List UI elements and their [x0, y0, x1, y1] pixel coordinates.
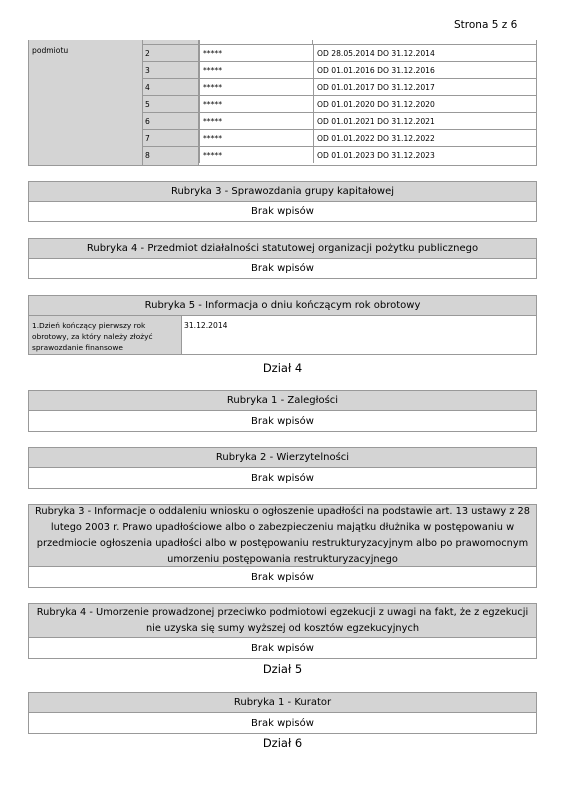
table-row	[143, 45, 536, 62]
row-number: 4	[145, 83, 150, 92]
division-heading: Dział 5	[262, 662, 303, 676]
section-body: Brak wpisów	[29, 468, 536, 488]
row-number: 2	[145, 49, 150, 58]
section-dzial5-rubryka-1	[28, 692, 537, 734]
section-title: Rubryka 1 - Kurator	[29, 693, 536, 713]
row-period: OD 01.01.2017 DO 31.12.2017	[313, 79, 536, 95]
row-period: OD 01.01.2022 DO 31.12.2022	[313, 130, 536, 146]
section-rubryka-3	[28, 181, 537, 222]
section-body: Brak wpisów	[29, 259, 536, 278]
row-number: 5	[145, 100, 150, 109]
section-title: Rubryka 1 - Zaległości	[29, 391, 536, 411]
section-title: Rubryka 5 - Informacja o dniu kończącym rok obrotowy	[29, 296, 536, 316]
section-dzial4-rubryka-1	[28, 390, 537, 432]
row-number: 3	[145, 66, 150, 75]
row-value: *****	[199, 79, 312, 95]
row-period: OD 01.01.2020 DO 31.12.2020	[313, 96, 536, 112]
table-row	[143, 96, 536, 113]
row-period: OD 01.01.2016 DO 31.12.2016	[313, 62, 536, 78]
section-body	[29, 316, 536, 354]
division-heading: Dział 4	[262, 361, 303, 375]
field-label: 1.Dzień kończący pierwszy rok obrotowy, za który należy złożyć sprawozdanie finansowe	[29, 316, 182, 354]
section-body: Brak wpisów	[29, 411, 536, 431]
section-title: Rubryka 3 - Sprawozdania grupy kapitałowej	[29, 182, 536, 202]
section-dzial4-rubryka-2	[28, 447, 537, 489]
row-value: *****	[199, 62, 312, 78]
section-body: Brak wpisów	[29, 713, 536, 733]
entity-label-cell	[29, 40, 143, 165]
table-row	[143, 62, 536, 79]
section-rubryka-5	[28, 295, 537, 355]
section-dzial4-rubryka-3	[28, 504, 537, 588]
row-value: *****	[199, 96, 312, 112]
row-value: *****	[199, 130, 312, 146]
row-period: OD 01.01.2021 DO 31.12.2021	[313, 113, 536, 129]
section-title: Rubryka 4 - Umorzenie prowadzonej przeciwko podmiotowi egzekucji z uwagi na fakt, że z egzekucji nie uzyska się sumy wyższej od kosztów egzekucyjnych	[29, 604, 536, 638]
entity-table	[28, 40, 537, 166]
table-row	[143, 113, 536, 130]
section-rubryka-4	[28, 238, 537, 279]
row-number: 6	[145, 117, 150, 126]
section-body: Brak wpisów	[29, 202, 536, 221]
table-row	[143, 147, 536, 164]
section-title: Rubryka 2 - Wierzytelności	[29, 448, 536, 468]
row-period: OD 01.01.2023 DO 31.12.2023	[313, 147, 536, 163]
section-dzial4-rubryka-4	[28, 603, 537, 659]
row-value: *****	[199, 113, 312, 129]
row-number: 7	[145, 134, 150, 143]
section-body: Brak wpisów	[29, 567, 536, 587]
page-number: Strona 5 z 6	[454, 19, 518, 31]
row-value: *****	[199, 45, 312, 61]
division-heading: Dział 6	[262, 736, 303, 750]
row-period: OD 28.05.2014 DO 31.12.2014	[313, 45, 536, 61]
row-value: *****	[199, 147, 312, 163]
section-title: Rubryka 3 - Informacje o oddaleniu wniosku o ogłoszenie upadłości na podstawie art. 13 ustawy z 28 lutego 2003 r. Prawo upadłościowe albo o zabezpieczeniu majątku dłużnika w postępowaniu w przedmiocie ogłoszenia upadłości albo w postępowaniu restrukturyzacyjnym albo po prawomocnym umorzeniu postępowania restrukturyzacyjnego	[29, 505, 536, 567]
table-row	[143, 79, 536, 96]
field-value: 31.12.2014	[184, 321, 228, 330]
entity-label: podmiotu	[32, 46, 69, 55]
row-number: 8	[145, 151, 150, 160]
section-body: Brak wpisów	[29, 638, 536, 658]
section-title: Rubryka 4 - Przedmiot działalności statutowej organizacji pożytku publicznego	[29, 239, 536, 259]
table-row	[143, 130, 536, 147]
